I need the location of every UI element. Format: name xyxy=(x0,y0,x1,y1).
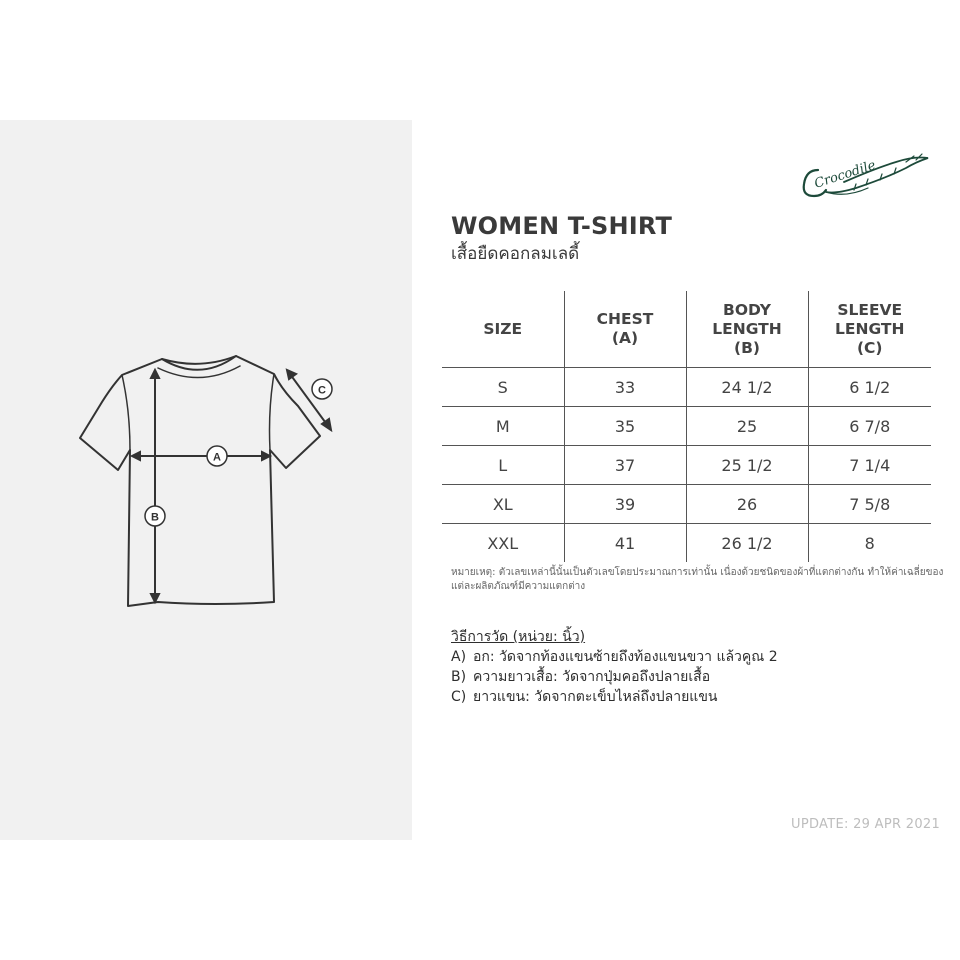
cell-sleeve-length: 8 xyxy=(808,524,931,563)
logo-text: Crocodile xyxy=(812,157,878,192)
crocodile-logo xyxy=(796,148,936,208)
cell-chest: 35 xyxy=(564,407,686,446)
header-chest-line1: CHEST xyxy=(596,310,654,328)
cell-size: M xyxy=(442,407,564,446)
cell-sleeve-length: 7 5/8 xyxy=(808,485,931,524)
cell-size: S xyxy=(442,368,564,407)
header-sleeve-line2: LENGTH xyxy=(835,319,905,338)
cell-body-length: 26 xyxy=(686,485,808,524)
cell-body-length: 26 1/2 xyxy=(686,524,808,563)
size-chart-table xyxy=(442,291,931,562)
tshirt-outline xyxy=(80,356,320,606)
label-a: A xyxy=(213,451,221,464)
howto-key-a: A) xyxy=(451,649,467,665)
header-size-label: SIZE xyxy=(483,319,523,338)
page-title: WOMEN T-SHIRT xyxy=(451,212,673,240)
header-sleeve-length xyxy=(808,291,931,368)
cell-body-length: 24 1/2 xyxy=(686,368,808,407)
howto-item-a xyxy=(451,647,778,667)
header-sleeve-line3: (C) xyxy=(856,338,883,357)
header-size xyxy=(442,291,564,368)
label-a-circle xyxy=(207,446,227,466)
howto-text-b: ความยาวเสื้อ: วัดจากปุ่มคอถึงปลายเสื้อ xyxy=(473,669,711,685)
table-header-row xyxy=(442,291,931,368)
header-chest-line2: (A) xyxy=(611,329,639,347)
header-body-line2: LENGTH xyxy=(712,319,782,338)
header-body-line1: BODY xyxy=(723,300,771,319)
howto-key-c: C) xyxy=(451,689,467,705)
update-date: UPDATE: 29 APR 2021 xyxy=(791,817,941,832)
table-row xyxy=(442,446,931,485)
page-subtitle: เสื้อยืดคอกลมเลดี้ xyxy=(451,244,580,264)
table-row xyxy=(442,485,931,524)
cell-chest: 39 xyxy=(564,485,686,524)
howto-item-c xyxy=(451,687,778,707)
table-row xyxy=(442,524,931,563)
note-text: หมายเหตุ: ตัวเลขเหล่านี้นั้นเป็นตัวเลขโดยประมาณการเท่านั้น เนื่องด้วยชนิดของผ้าที่แตกต่างกัน ทำให้ค่าเฉลี่ยของแต่ละผลิตภัณฑ์มีความแตกต่าง xyxy=(451,567,944,592)
label-b-circle xyxy=(145,506,165,526)
header-sleeve-line1: SLEEVE xyxy=(837,300,903,319)
cell-chest: 33 xyxy=(564,368,686,407)
label-c: C xyxy=(318,384,326,397)
cell-chest: 37 xyxy=(564,446,686,485)
howto-text-a: อก: วัดจากท้องแขนซ้ายถึงท้องแขนขวา แล้วคูณ 2 xyxy=(473,649,778,665)
cell-size: XXL xyxy=(442,524,564,563)
label-b: B xyxy=(151,511,159,524)
cell-size: XL xyxy=(442,485,564,524)
cell-body-length: 25 xyxy=(686,407,808,446)
measurement-instructions xyxy=(451,627,778,707)
cell-chest: 41 xyxy=(564,524,686,563)
cell-sleeve-length: 7 1/4 xyxy=(808,446,931,485)
header-chest xyxy=(564,291,686,368)
label-c-circle xyxy=(312,379,332,399)
howto-text-c: ยาวแขน: วัดจากตะเข็บไหล่ถึงปลายแขน xyxy=(473,689,718,705)
header-body-line3: (B) xyxy=(734,338,760,357)
header-body-length xyxy=(686,291,808,368)
table-row xyxy=(442,407,931,446)
howto-item-b xyxy=(451,667,778,687)
howto-title: วิธีการวัด (หน่วย: นิ้ว) xyxy=(451,629,586,645)
cell-size: L xyxy=(442,446,564,485)
cell-sleeve-length: 6 1/2 xyxy=(808,368,931,407)
howto-key-b: B) xyxy=(451,669,467,685)
table-row xyxy=(442,368,931,407)
tshirt-diagram xyxy=(60,330,350,620)
cell-sleeve-length: 6 7/8 xyxy=(808,407,931,446)
cell-body-length: 25 1/2 xyxy=(686,446,808,485)
